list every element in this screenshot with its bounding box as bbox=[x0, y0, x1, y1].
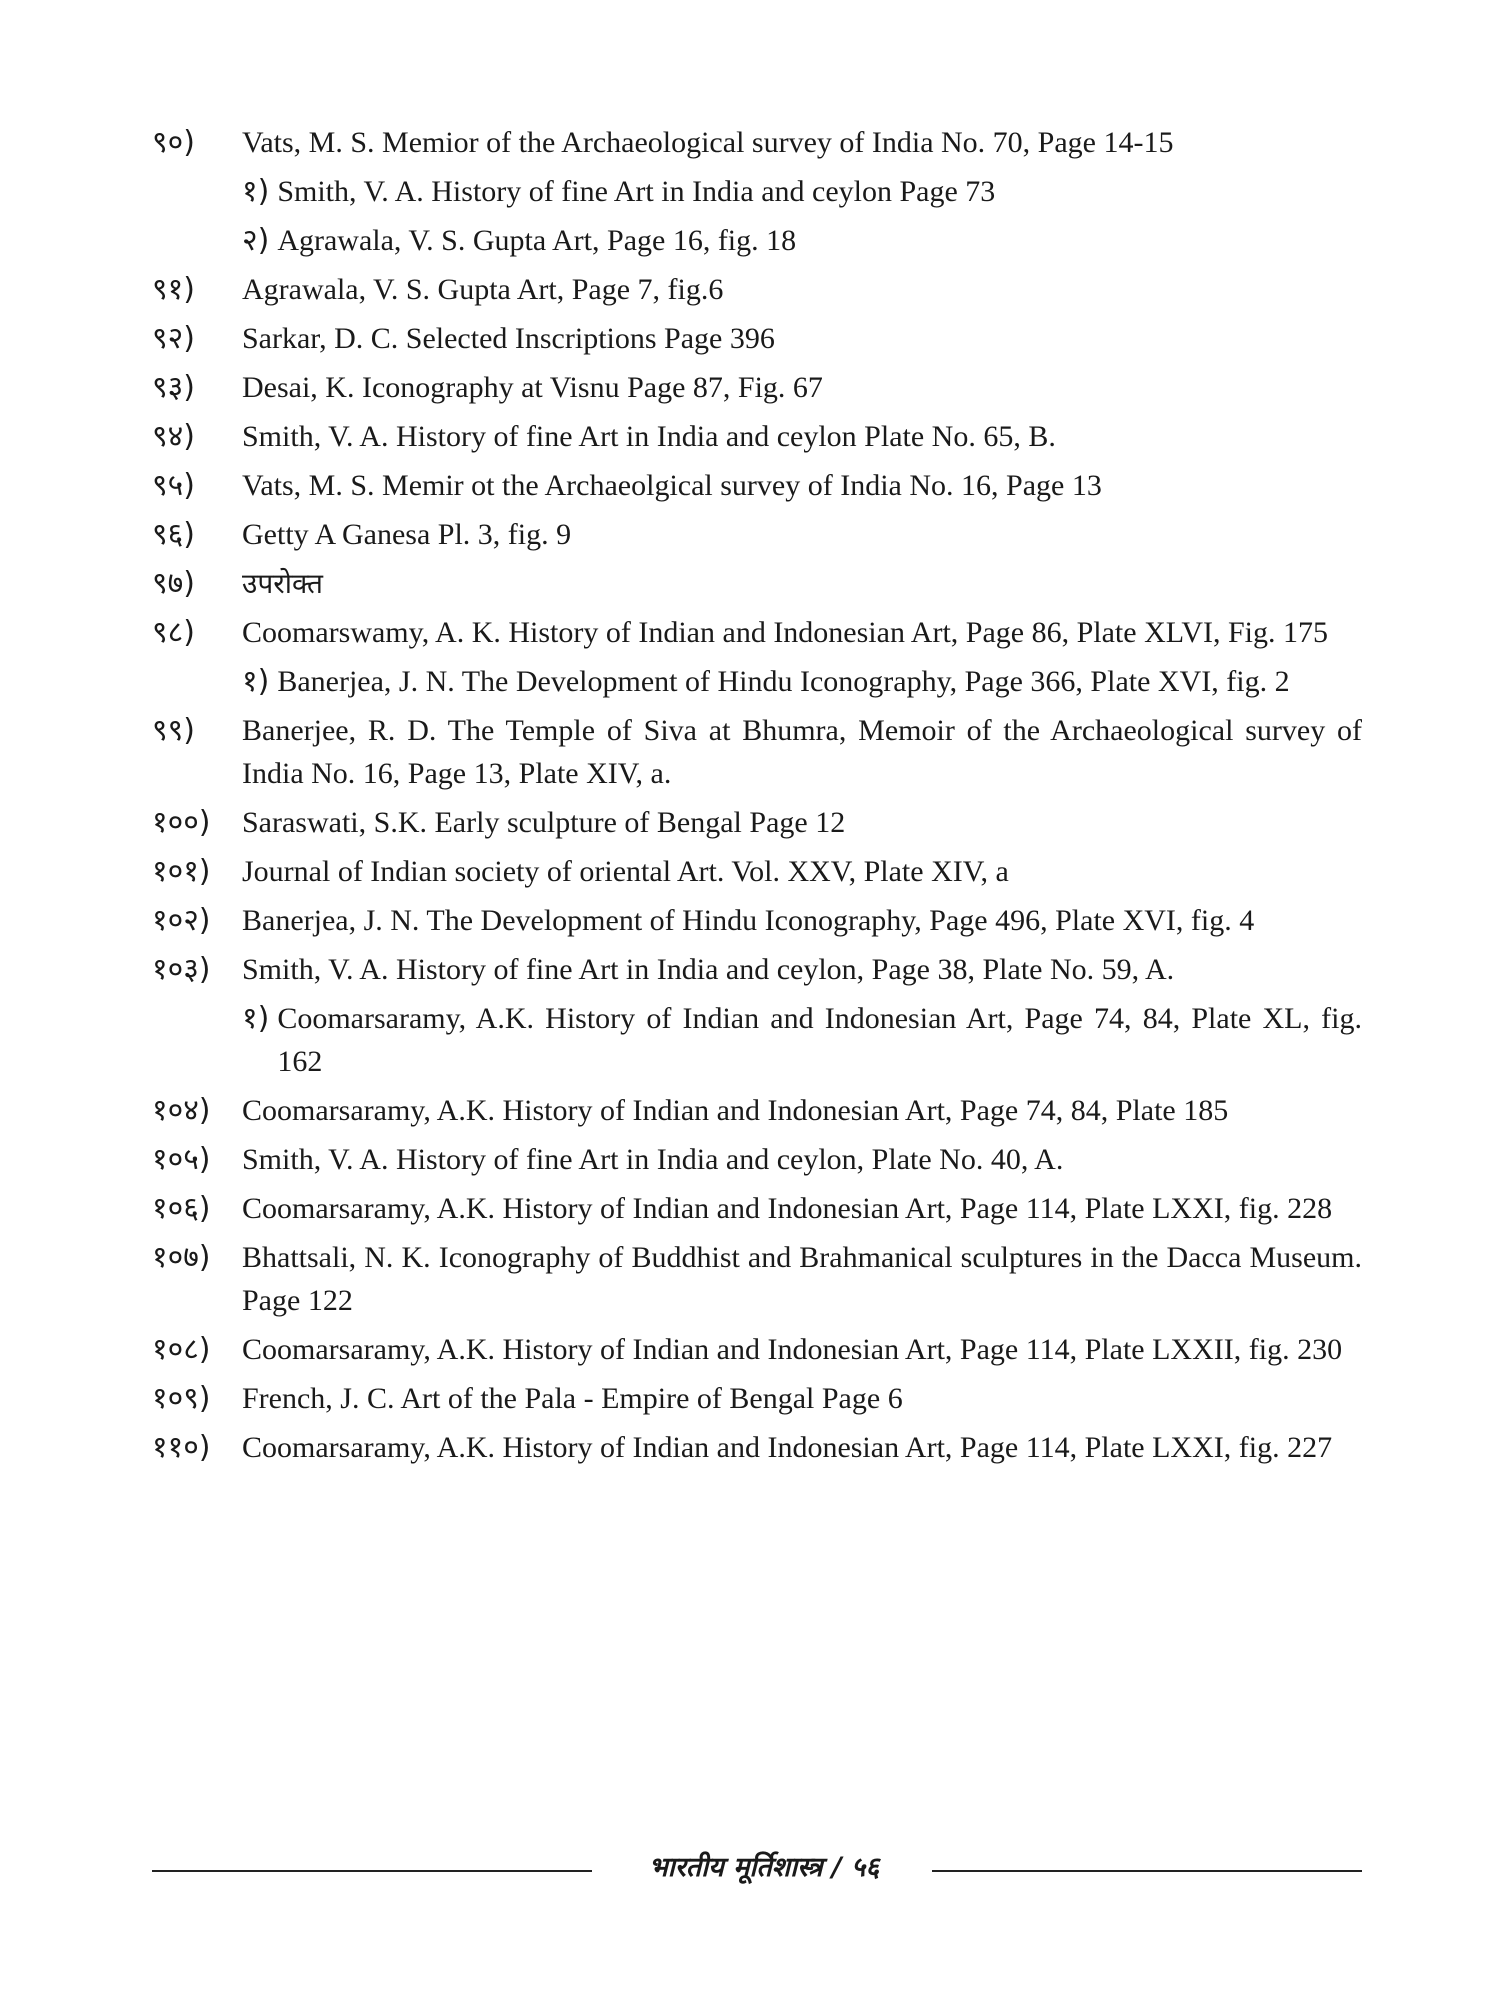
reference-entry bbox=[152, 945, 1362, 1086]
reference-citation: Smith, V. A. History of fine Art in India and ceylon, Plate No. 40, A. bbox=[242, 1143, 1064, 1176]
sub-reference-citation: Banerjea, J. N. The Development of Hindu Iconography, Page 366, Plate XVI, fig. 2 bbox=[277, 665, 1290, 698]
reference-body bbox=[242, 265, 1362, 314]
reference-citation: Saraswati, S.K. Early sculpture of Bengal Page 12 bbox=[242, 806, 846, 839]
reference-number: १०१) bbox=[152, 854, 211, 889]
reference-body bbox=[242, 363, 1362, 412]
reference-entry bbox=[152, 118, 1362, 265]
reference-citation: Coomarsaramy, A.K. History of Indian and Indonesian Art, Page 114, Plate LXXI, fig. 228 bbox=[242, 1192, 1333, 1225]
sub-reference-number: १) bbox=[242, 1001, 270, 1036]
reference-citation: Coomarswamy, A. K. History of Indian and Indonesian Art, Page 86, Plate XLVI, Fig. 175 bbox=[242, 616, 1328, 649]
reference-entry bbox=[152, 847, 1362, 896]
reference-citation: Bhattsali, N. K. Iconography of Buddhist and Brahmanical sculptures in the Dacca Museum. Page 122 bbox=[242, 1241, 1362, 1317]
reference-number: १०९) bbox=[152, 1381, 211, 1416]
reference-citation: Banerjee, R. D. The Temple of Siva at Bhumra, Memoir of the Archaeological survey of India No. 16, Page 13, Plate XIV, a. bbox=[242, 714, 1362, 790]
reference-citation: Sarkar, D. C. Selected Inscriptions Page 396 bbox=[242, 322, 775, 355]
reference-citation: Coomarsaramy, A.K. History of Indian and Indonesian Art, Page 114, Plate LXXI, fig. 227 bbox=[242, 1431, 1333, 1464]
reference-number: ९७) bbox=[152, 566, 195, 601]
reference-entry bbox=[152, 265, 1362, 314]
reference-entry bbox=[152, 1423, 1362, 1472]
reference-entry bbox=[152, 363, 1362, 412]
reference-number: ९३) bbox=[152, 370, 195, 405]
reference-citation: Journal of Indian society of oriental Art. Vol. XXV, Plate XIV, a bbox=[242, 855, 1009, 888]
reference-entry bbox=[152, 559, 1362, 608]
reference-number: ९६) bbox=[152, 517, 195, 552]
reference-number: १०२) bbox=[152, 903, 211, 938]
reference-body bbox=[242, 1135, 1362, 1184]
reference-citation: Coomarsaramy, A.K. History of Indian and Indonesian Art, Page 114, Plate LXXII, fig. 230 bbox=[242, 1333, 1343, 1366]
reference-number: ११०) bbox=[152, 1430, 211, 1465]
reference-citation: French, J. C. Art of the Pala - Empire of Bengal Page 6 bbox=[242, 1382, 903, 1415]
reference-body bbox=[242, 559, 1362, 608]
reference-citation: उपरोक्त bbox=[242, 567, 323, 600]
reference-number: १०७) bbox=[152, 1240, 211, 1275]
reference-number: ९२) bbox=[152, 321, 195, 356]
reference-entry bbox=[152, 896, 1362, 945]
sub-reference-number: १) bbox=[242, 664, 270, 699]
reference-entry bbox=[152, 1086, 1362, 1135]
reference-list bbox=[152, 118, 1362, 1472]
sub-reference bbox=[242, 994, 1362, 1086]
sub-reference bbox=[242, 167, 1362, 216]
page-footer bbox=[152, 1848, 1362, 1888]
reference-number: ९४) bbox=[152, 419, 195, 454]
reference-entry bbox=[152, 1374, 1362, 1423]
reference-citation: Vats, M. S. Memir ot the Archaeolgical survey of India No. 16, Page 13 bbox=[242, 469, 1102, 502]
reference-entry bbox=[152, 608, 1362, 706]
reference-number: ९०) bbox=[152, 125, 195, 160]
reference-number: ९१) bbox=[152, 272, 195, 307]
sub-reference-number: १) bbox=[242, 174, 270, 209]
reference-entry bbox=[152, 706, 1362, 798]
reference-citation: Getty A Ganesa Pl. 3, fig. 9 bbox=[242, 518, 572, 551]
reference-body bbox=[242, 412, 1362, 461]
reference-body bbox=[242, 1233, 1362, 1325]
sub-reference-citation: Agrawala, V. S. Gupta Art, Page 16, fig. 18 bbox=[277, 224, 797, 257]
footer-title-page-number: भारतीय मूर्तिशास्त्र / ५६ bbox=[648, 1852, 880, 1883]
reference-number: १०८) bbox=[152, 1332, 211, 1367]
reference-body bbox=[242, 1184, 1362, 1233]
reference-number: ९५) bbox=[152, 468, 195, 503]
reference-number: ९८) bbox=[152, 615, 195, 650]
reference-body bbox=[242, 1423, 1362, 1472]
reference-body bbox=[242, 510, 1362, 559]
reference-body bbox=[242, 1325, 1362, 1374]
reference-citation: Desai, K. Iconography at Visnu Page 87, Fig. 67 bbox=[242, 371, 823, 404]
reference-citation: Agrawala, V. S. Gupta Art, Page 7, fig.6 bbox=[242, 273, 724, 306]
reference-body bbox=[242, 1374, 1362, 1423]
footer-rule-left bbox=[152, 1870, 592, 1872]
reference-body bbox=[242, 847, 1362, 896]
sub-reference bbox=[242, 216, 1362, 265]
reference-number: १०४) bbox=[152, 1093, 211, 1128]
reference-number: ९९) bbox=[152, 713, 195, 748]
reference-citation: Smith, V. A. History of fine Art in India and ceylon, Page 38, Plate No. 59, A. bbox=[242, 953, 1175, 986]
sub-reference-number: २) bbox=[242, 223, 270, 258]
reference-citation: Smith, V. A. History of fine Art in India and ceylon Plate No. 65, B. bbox=[242, 420, 1056, 453]
sub-reference bbox=[242, 657, 1362, 706]
reference-body bbox=[242, 608, 1362, 706]
reference-number: १०३) bbox=[152, 952, 211, 987]
reference-body bbox=[242, 798, 1362, 847]
reference-body bbox=[242, 896, 1362, 945]
reference-entry bbox=[152, 1233, 1362, 1325]
sub-reference-citation: Coomarsaramy, A.K. History of Indian and Indonesian Art, Page 74, 84, Plate XL, fig. 162 bbox=[277, 1002, 1362, 1078]
reference-number: १००) bbox=[152, 805, 211, 840]
reference-body bbox=[242, 1086, 1362, 1135]
reference-entry bbox=[152, 461, 1362, 510]
reference-number: १०५) bbox=[152, 1142, 211, 1177]
footer-rule-right bbox=[932, 1870, 1362, 1872]
reference-entry bbox=[152, 314, 1362, 363]
reference-entry bbox=[152, 1184, 1362, 1233]
reference-number: १०६) bbox=[152, 1191, 211, 1226]
reference-entry bbox=[152, 1325, 1362, 1374]
reference-citation: Vats, M. S. Memior of the Archaeological survey of India No. 70, Page 14-15 bbox=[242, 126, 1174, 159]
reference-citation: Coomarsaramy, A.K. History of Indian and Indonesian Art, Page 74, 84, Plate 185 bbox=[242, 1094, 1229, 1127]
reference-body bbox=[242, 461, 1362, 510]
reference-entry bbox=[152, 412, 1362, 461]
reference-body bbox=[242, 945, 1362, 1086]
reference-body bbox=[242, 706, 1362, 798]
reference-entry bbox=[152, 510, 1362, 559]
reference-body bbox=[242, 118, 1362, 265]
reference-entry bbox=[152, 798, 1362, 847]
reference-citation: Banerjea, J. N. The Development of Hindu Iconography, Page 496, Plate XVI, fig. 4 bbox=[242, 904, 1255, 937]
sub-reference-citation: Smith, V. A. History of fine Art in India and ceylon Page 73 bbox=[277, 175, 996, 208]
reference-entry bbox=[152, 1135, 1362, 1184]
reference-body bbox=[242, 314, 1362, 363]
